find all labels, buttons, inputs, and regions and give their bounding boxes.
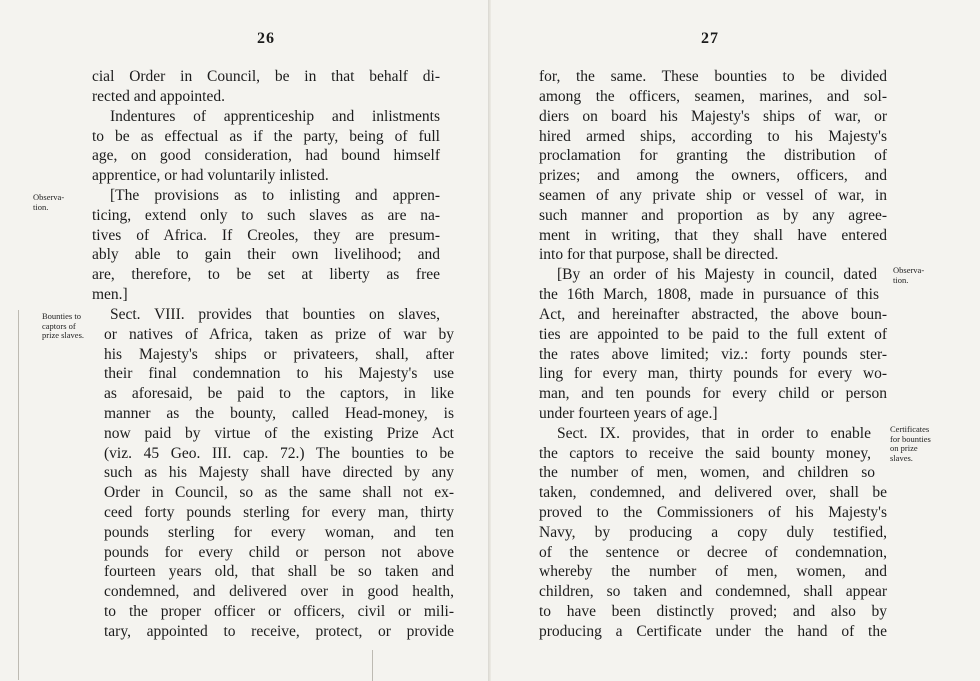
text-line: age, on good consideration, had bound himself (92, 147, 440, 164)
right-page (490, 0, 980, 681)
text-line: apprentice, or had voluntarily inlisted. (92, 167, 329, 184)
text-line: Sect. IX. provides, that in order to enable (557, 425, 871, 442)
margin-note-line: prize slaves. (42, 330, 85, 340)
text-line: ling for every man, thirty pounds for every wo- (539, 365, 887, 382)
text-line: their final condemnation to his Majesty's use (104, 365, 454, 382)
text-line: such as his Majesty shall have directed by any (104, 464, 454, 481)
text-line: tives of Africa. If Creoles, they are presum- (92, 227, 440, 244)
text-line: prizes; and among the owners, officers, and (539, 167, 887, 184)
text-line: such manner and proportion as by any agree- (539, 207, 887, 224)
text-line: to the proper officer or officers, civil or mili- (104, 603, 454, 620)
margin-note-line: for bounties (890, 433, 931, 444)
text-line: seamen of any private ship or vessel of war, in (539, 187, 887, 204)
text-line: Act, and hereinafter abstracted, the above boun- (539, 306, 887, 323)
text-line: proclamation for granting the distribution of (539, 147, 887, 164)
text-line: (viz. 45 Geo. III. cap. 72.) The bounties to be (104, 445, 454, 462)
text-line: Navy, by producing a copy duly testified, (539, 524, 887, 541)
text-line: now paid by virtue of the existing Prize Act (104, 425, 454, 442)
text-line: ticing, extend only to such slaves as are na- (92, 207, 440, 224)
text-line: to be as effectual as if the party, being of full (92, 128, 440, 145)
margin-note-line: Bounties to (42, 311, 81, 321)
text-line: [The provisions as to inlisting and appren- (110, 187, 440, 204)
margin-note-bounties (42, 312, 84, 341)
text-line: condemned, and delivered over in good health, (104, 583, 454, 600)
margin-note-line: Observa- (893, 265, 925, 275)
text-line: ment in writing, that they shall have entered (539, 227, 887, 244)
text-line: [By an order of his Majesty in council, dated (557, 266, 877, 283)
text-line: Indentures of apprenticeship and inlistments (110, 108, 440, 125)
page-number: 27 (701, 30, 719, 47)
margin-note-line: Certificates (890, 424, 930, 434)
text-line: the number of men, women, and children so (539, 464, 875, 481)
margin-note-line: captors of (42, 320, 76, 331)
text-line: pounds sterling for every woman, and ten (104, 524, 454, 541)
text-line: the captors to receive the said bounty money, (539, 445, 871, 462)
margin-note-line: on prize (890, 443, 918, 453)
text-line: ceed forty pounds sterling for every man, thirty (104, 504, 454, 521)
text-line: manner as the bounty, called Head-money, is (104, 405, 454, 422)
text-line: taken, condemned, and delivered over, shall be (539, 484, 887, 501)
text-line: the rates above limited; viz.: forty pounds ster- (539, 346, 887, 363)
text-line: or natives of Africa, taken as prize of war by (104, 326, 454, 343)
text-line: to have been distinctly proved; and also by (539, 603, 887, 620)
text-line: children, so taken and condemned, shall appear (539, 583, 887, 600)
text-line: among the officers, seamen, marines, and sol- (539, 88, 887, 105)
text-line: men.] (92, 286, 128, 303)
text-line: ties are appointed to be paid to the full extent of (539, 326, 887, 343)
text-line: his Majesty's ships or privateers, shall, after (104, 346, 454, 363)
text-line: into for that purpose, shall be directed. (539, 246, 779, 263)
text-line: Sect. VIII. provides that bounties on slaves, (110, 306, 440, 323)
text-line: under fourteen years of age.] (539, 405, 718, 422)
text-line: man, and ten pounds for every child or person (539, 385, 887, 402)
text-line: for, the same. These bounties to be divided (539, 68, 887, 85)
text-line: as aforesaid, be paid to the captors, in like (104, 385, 454, 402)
margin-note-certificates (890, 425, 931, 463)
text-line: of the sentence or decree of condemnation, (539, 544, 887, 561)
text-line: ably able to gain their own livelihood; and (92, 246, 440, 263)
margin-note-line: slaves. (890, 452, 913, 463)
text-line: whereby the number of men, women, and (539, 563, 887, 580)
margin-note-line: tion. (893, 274, 909, 285)
text-line: tary, appointed to receive, protect, or provide (104, 623, 454, 640)
text-line: pounds for every child or person not above (104, 544, 454, 561)
text-line: cial Order in Council, be in that behalf di- (92, 68, 440, 85)
margin-note-observation (33, 193, 64, 212)
text-line: are, therefore, to be set at liberty as free (92, 266, 440, 283)
margin-note-line: tion. (33, 201, 49, 212)
page-number: 26 (257, 30, 275, 47)
text-line: Order in Council, so as the same shall not ex- (104, 484, 454, 501)
text-line: diers on board his Majesty's ships of war, or (539, 108, 887, 125)
text-line: fourteen years old, that shall be so taken and (104, 563, 454, 580)
text-line: the 16th March, 1808, made in pursuance of this (539, 286, 879, 303)
margin-note-observation (893, 266, 924, 285)
text-line: producing a Certificate under the hand of the (539, 623, 887, 640)
text-line: proved to the Commissioners of his Majesty's (539, 504, 887, 521)
text-line: hired armed ships, according to his Majesty's (539, 128, 887, 145)
text-line: rected and appointed. (92, 88, 225, 105)
margin-note-line: Observa- (33, 192, 65, 202)
